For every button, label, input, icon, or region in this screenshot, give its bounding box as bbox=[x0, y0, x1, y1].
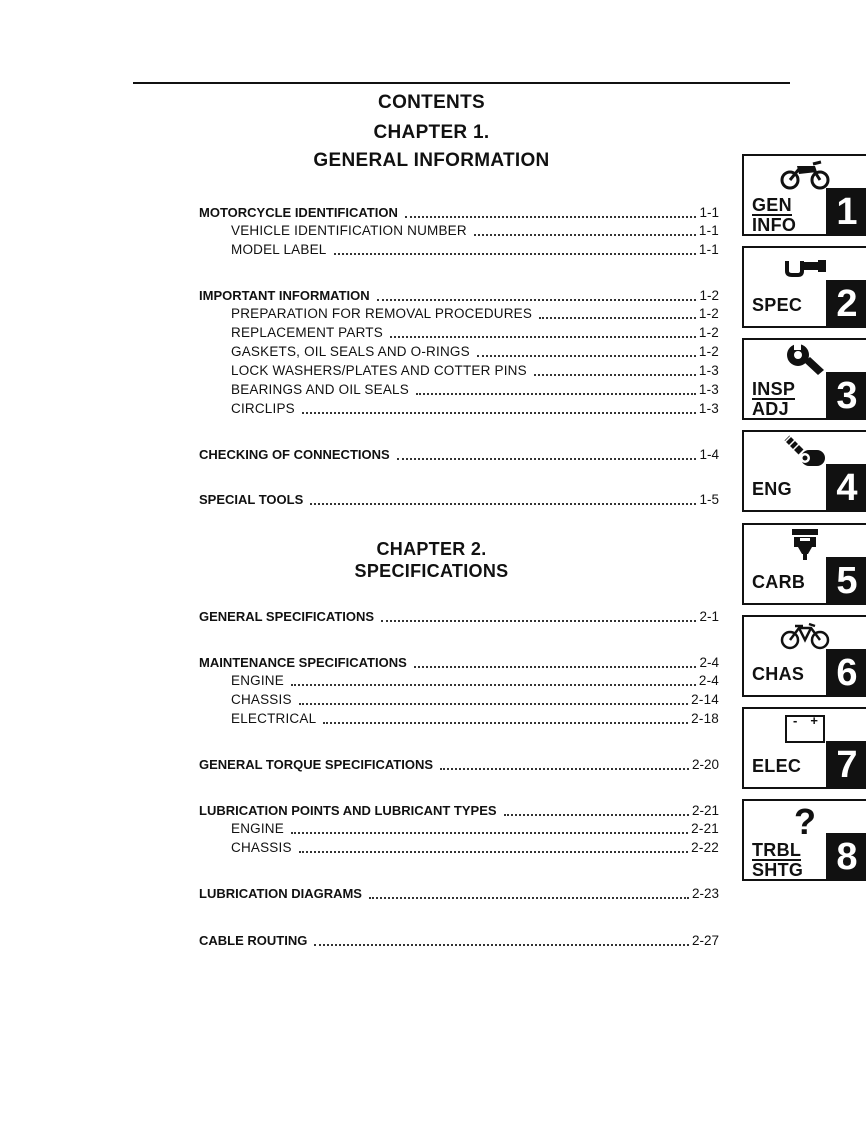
tab-label-area bbox=[742, 375, 866, 420]
tab-label: ELEC bbox=[752, 756, 802, 776]
toc-entry[interactable] bbox=[231, 839, 719, 857]
tab-label: SPEC bbox=[752, 295, 803, 315]
contents-heading: CONTENTS bbox=[378, 92, 485, 113]
toc-entry-title: VEHICLE IDENTIFICATION NUMBER bbox=[231, 223, 467, 238]
dot-leader bbox=[539, 317, 696, 319]
tab-label: CARB bbox=[752, 572, 806, 592]
tab-label-area bbox=[742, 744, 866, 789]
toc-entry-title: GASKETS, OIL SEALS AND O-RINGS bbox=[231, 344, 470, 359]
chapter-tab-7[interactable] bbox=[742, 707, 866, 787]
dot-leader bbox=[477, 355, 696, 357]
tab-label: TRBL SHTG bbox=[752, 840, 804, 880]
toc-entry[interactable] bbox=[231, 222, 719, 240]
tab-number: 6 bbox=[826, 649, 866, 695]
toc-entry-page: 2-23 bbox=[691, 886, 719, 901]
tab-label-area bbox=[742, 836, 866, 881]
dot-leader bbox=[381, 620, 696, 622]
tab-label-area bbox=[742, 467, 866, 512]
toc-entry-page: 1-5 bbox=[699, 492, 719, 507]
chapter-tab-2[interactable] bbox=[742, 246, 866, 326]
chapter-tab-5[interactable] bbox=[742, 523, 866, 603]
toc-entry-title: CHASSIS bbox=[231, 692, 292, 707]
chapter-2-heading: CHAPTER 2. bbox=[376, 539, 487, 559]
toc-entry-title: GENERAL TORQUE SPECIFICATIONS bbox=[199, 757, 434, 772]
dot-leader bbox=[291, 832, 688, 834]
chapter-tab-3[interactable] bbox=[742, 338, 866, 418]
toc-entry[interactable] bbox=[231, 381, 719, 399]
dot-leader bbox=[334, 253, 696, 255]
chapter-2-title: SPECIFICATIONS bbox=[354, 561, 509, 581]
battery-minus: - bbox=[793, 713, 798, 728]
wrench-icon bbox=[784, 342, 826, 376]
toc-entry-page: 2-4 bbox=[698, 673, 719, 688]
toc-entry-title: BEARINGS AND OIL SEALS bbox=[231, 382, 409, 397]
toc-entry-title: MOTORCYCLE IDENTIFICATION bbox=[199, 205, 398, 220]
toc-entry-page: 1-2 bbox=[699, 288, 719, 303]
toc-entry[interactable] bbox=[231, 241, 719, 259]
toc-entry-title: CHECKING OF CONNECTIONS bbox=[199, 447, 390, 462]
toc-entry-page: 1-2 bbox=[698, 306, 719, 321]
toc-entry-page: 2-27 bbox=[691, 933, 719, 948]
toc-entry-title: CIRCLIPS bbox=[231, 401, 295, 416]
dot-leader bbox=[291, 684, 696, 686]
toc-entry-title: LUBRICATION DIAGRAMS bbox=[199, 886, 362, 901]
dot-leader bbox=[323, 722, 688, 724]
toc-entry-title: SPECIAL TOOLS bbox=[199, 492, 304, 507]
toc-entry-page: 1-3 bbox=[698, 363, 719, 378]
tab-label: ENG bbox=[752, 479, 792, 499]
toc-entry[interactable] bbox=[231, 362, 719, 380]
toc-entry-page: 2-18 bbox=[691, 711, 719, 726]
toc-entry-page: 2-20 bbox=[691, 757, 719, 772]
toc-entry-page: 1-1 bbox=[698, 242, 719, 257]
toc-entry-title: PREPARATION FOR REMOVAL PROCEDURES bbox=[231, 306, 533, 321]
toc-entry-title: GENERAL SPECIFICATIONS bbox=[199, 609, 375, 624]
tab-label: GEN INFO bbox=[752, 195, 797, 235]
dot-leader bbox=[440, 768, 689, 770]
tab-label-area bbox=[742, 283, 866, 328]
dot-leader bbox=[504, 814, 689, 816]
tab-number: 1 bbox=[826, 188, 866, 234]
toc-entry[interactable] bbox=[231, 820, 719, 838]
dot-leader bbox=[397, 458, 697, 460]
toc-entry-title: MAINTENANCE SPECIFICATIONS bbox=[199, 655, 407, 670]
toc-entry-page: 2-21 bbox=[691, 803, 719, 818]
toc-entry-page: 1-2 bbox=[698, 344, 719, 359]
toc-entry[interactable] bbox=[199, 287, 719, 305]
toc-entry-page: 2-14 bbox=[691, 692, 719, 707]
toc-entry-title: ELECTRICAL bbox=[231, 711, 317, 726]
dot-leader bbox=[314, 944, 689, 946]
toc-entry[interactable] bbox=[231, 305, 719, 323]
toc-entry-page: 2-4 bbox=[699, 655, 719, 670]
toc-entry-title: MODEL LABEL bbox=[231, 242, 327, 257]
toc-entry[interactable] bbox=[199, 491, 719, 509]
toc-entry[interactable] bbox=[199, 446, 719, 464]
tab-number: 3 bbox=[826, 372, 866, 418]
toc-entry-title: REPLACEMENT PARTS bbox=[231, 325, 383, 340]
dot-leader bbox=[369, 897, 689, 899]
bicycle-icon bbox=[779, 622, 831, 650]
tab-number: 2 bbox=[826, 280, 866, 326]
toc-entry[interactable] bbox=[231, 672, 719, 690]
chapter-1-heading: CHAPTER 1. bbox=[373, 122, 490, 143]
toc-entry-title: ENGINE bbox=[231, 673, 284, 688]
engine-icon bbox=[783, 434, 827, 468]
battery-plus: + bbox=[810, 713, 818, 728]
toc-entry-page: 1-1 bbox=[698, 223, 719, 238]
toc-entry[interactable] bbox=[199, 756, 719, 774]
toc-entry-title: CABLE ROUTING bbox=[199, 933, 308, 948]
toc-entry[interactable] bbox=[199, 204, 719, 222]
toc-entry-title: LOCK WASHERS/PLATES AND COTTER PINS bbox=[231, 363, 527, 378]
carburetor-icon bbox=[790, 527, 820, 561]
chapter-tab-4[interactable] bbox=[742, 430, 866, 510]
toc-entry-page: 1-3 bbox=[698, 382, 719, 397]
dot-leader bbox=[474, 234, 696, 236]
toc-entry[interactable] bbox=[199, 608, 719, 626]
dot-leader bbox=[414, 666, 697, 668]
tab-number: 4 bbox=[826, 464, 866, 510]
tab-label: INSP ADJ bbox=[752, 379, 796, 419]
toc-entry-page: 2-22 bbox=[691, 840, 719, 855]
tab-number: 8 bbox=[826, 833, 866, 879]
chapter-tab-6[interactable] bbox=[742, 615, 866, 695]
question-icon: ? bbox=[794, 801, 816, 842]
chapter-1-title: GENERAL INFORMATION bbox=[313, 150, 550, 171]
toc-entry[interactable] bbox=[231, 400, 719, 418]
dot-leader bbox=[405, 216, 697, 218]
tool-icon bbox=[783, 257, 827, 277]
tab-label-area bbox=[742, 191, 866, 236]
dot-leader bbox=[299, 703, 689, 705]
dot-leader bbox=[534, 374, 696, 376]
tab-label-area bbox=[742, 652, 866, 697]
tab-label-area bbox=[742, 560, 866, 605]
toc-entry-page: 2-1 bbox=[699, 609, 719, 624]
tab-number: 5 bbox=[826, 557, 866, 603]
toc-entry[interactable] bbox=[199, 885, 719, 903]
dot-leader bbox=[302, 412, 696, 414]
toc-entry[interactable] bbox=[231, 710, 719, 728]
toc-entry[interactable] bbox=[199, 654, 719, 672]
toc-entry-title: LUBRICATION POINTS AND LUBRICANT TYPES bbox=[199, 803, 497, 818]
toc-entry-page: 1-2 bbox=[698, 325, 719, 340]
toc-entry-title: IMPORTANT INFORMATION bbox=[199, 288, 370, 303]
dot-leader bbox=[416, 393, 696, 395]
toc-entry-page: 1-4 bbox=[699, 447, 719, 462]
toc-entry-page: 2-21 bbox=[691, 821, 719, 836]
toc-entry-page: 1-1 bbox=[699, 205, 719, 220]
chapter-tab-8[interactable] bbox=[742, 799, 866, 879]
dot-leader bbox=[310, 503, 696, 505]
chapter-tab-1[interactable] bbox=[742, 154, 866, 234]
battery-icon bbox=[785, 715, 825, 743]
toc-entry-title: CHASSIS bbox=[231, 840, 292, 855]
tab-label: CHAS bbox=[752, 664, 805, 684]
tab-number: 7 bbox=[826, 741, 866, 787]
dot-leader bbox=[390, 336, 696, 338]
toc-entry-title: ENGINE bbox=[231, 821, 284, 836]
dot-leader bbox=[299, 851, 689, 853]
dot-leader bbox=[377, 299, 697, 301]
top-rule bbox=[133, 82, 790, 84]
toc-entry[interactable] bbox=[231, 343, 719, 361]
motorcycle-icon bbox=[779, 160, 831, 190]
toc-entry[interactable] bbox=[199, 932, 719, 950]
toc-entry[interactable] bbox=[231, 691, 719, 709]
toc-entry[interactable] bbox=[199, 802, 719, 820]
toc-entry[interactable] bbox=[231, 324, 719, 342]
toc-entry-page: 1-3 bbox=[698, 401, 719, 416]
